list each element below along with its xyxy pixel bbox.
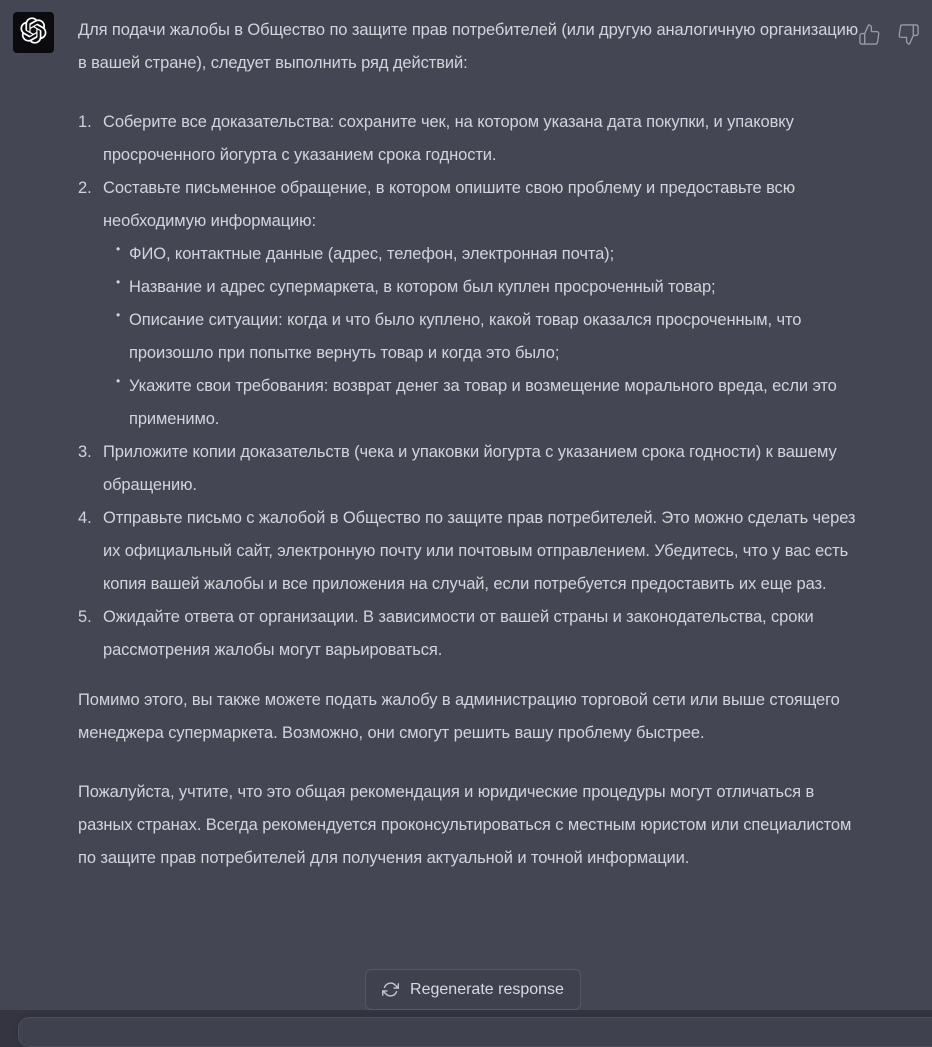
bullet-item: • Укажите свои требования: возврат денег за товар и возмещение морального вреда, если это применимо. [103,370,862,436]
regenerate-button[interactable] [365,969,581,1010]
step-item [78,436,862,502]
step-number: 1. [78,113,92,131]
step-number: 5. [78,608,92,626]
bullet-item: • ФИО, контактные данные (адрес, телефон, электронная почта); [103,238,862,271]
steps-list [78,106,862,667]
step-item [78,106,862,172]
step-text: Составьте письменное обращение, в котором опишите свою проблему и предоставьте всю необходимую информацию: [103,179,795,230]
thumbs-down-button[interactable] [897,23,920,46]
closing-paragraph-2: Пожалуйста, учтите, что это общая рекомендация и юридические процедуры могут отличаться в разных странах. Всегда рекомендуется проконсультироваться с местным юристом или специалистом по защите прав потребителей для получения актуальной и точной информации. [78,783,852,867]
step-number: 2. [78,179,92,197]
step-text: Приложите копии доказательств (чека и упаковки йогурта с указанием срока годности) к вашему обращению. [103,443,837,494]
feedback-actions [858,23,920,46]
step-item [78,502,862,601]
step-text: Соберите все доказательства: сохраните чек, на котором указана дата покупки, и упаковку просроченного йогурта с указанием срока годности. [103,113,794,164]
step-number: 4. [78,509,92,527]
bullet-item: • Название и адрес супермаркета, в котором был куплен просроченный товар; [103,271,862,304]
step-text: Отправьте письмо с жалобой в Общество по защите прав потребителей. Это можно сделать через их официальный сайт, электронную почту или почтовым отправлением. Убедитесь, что у вас есть копия вашей жалобы и все приложения на случай, если потребуется предоставить их еще раз. [103,509,856,593]
message-content [78,14,862,875]
regenerate-label: Regenerate response [410,980,564,998]
closing-paragraph-1: Помимо этого, вы также можете подать жалобу в администрацию торговой сети или выше стоящего менеджера супермаркета. Возможно, они смогут решить вашу проблему быстрее. [78,691,840,742]
openai-logo-icon [20,17,47,49]
assistant-avatar [13,12,54,53]
step-item [78,172,862,436]
step-text: Ожидайте ответа от организации. В зависимости от вашей страны и законодательства, сроки рассмотрения жалобы могут варьироваться. [103,608,814,659]
chat-input[interactable] [18,1017,932,1047]
intro-paragraph: Для подачи жалобы в Общество по защите прав потребителей (или другую аналогичную организацию в вашей стране), следует выполнить ряд действий: [78,21,859,72]
thumbs-down-icon [897,34,920,49]
step-number: 3. [78,443,92,461]
step-sublist [103,238,862,436]
bullet-item: • Описание ситуации: когда и что было куплено, какой товар оказался просроченным, что произошло при попытке вернуть товар и когда это было; [103,304,862,370]
step-item [78,601,862,667]
refresh-icon [382,981,399,998]
